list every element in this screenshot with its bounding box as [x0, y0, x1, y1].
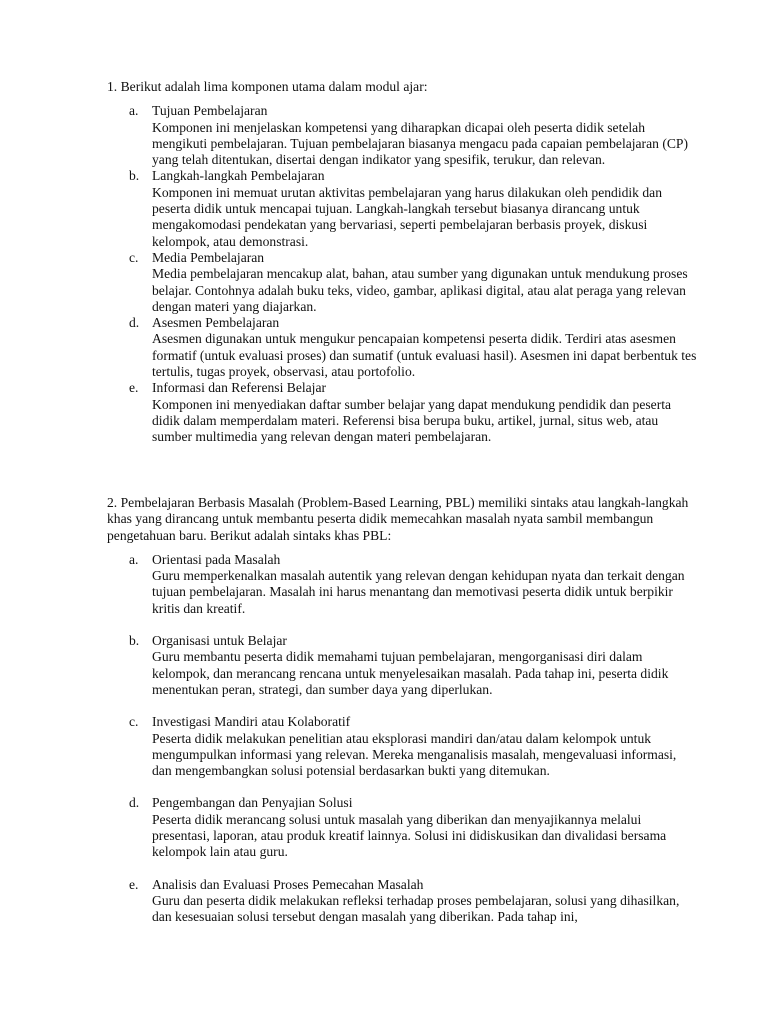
list-marker: b.: [129, 633, 140, 649]
item-title: Asesmen Pembelajaran: [152, 315, 280, 331]
list-marker: d.: [129, 795, 140, 811]
list-marker: c.: [129, 249, 139, 265]
list-marker: a.: [129, 551, 139, 567]
list-marker: a.: [129, 103, 139, 119]
list-marker: e.: [129, 876, 139, 892]
list-item: [107, 795, 699, 860]
list-item: [107, 380, 699, 445]
item-title: Analisis dan Evaluasi Proses Pemecahan Masalah: [152, 876, 424, 892]
item-description: Guru membantu peserta didik memahami tujuan pembelajaran, mengorganisasi diri dalam kelompok, dan merancang rencana untuk menyelesaikan masalah. Pada tahap ini, peserta didik menentukan peran, strategi, dan sumber daya yang diperlukan.: [152, 649, 669, 697]
component-list: [107, 103, 699, 445]
item-title: Pengembangan dan Penyajian Solusi: [152, 795, 353, 811]
list-item: [107, 315, 699, 380]
item-title: Langkah-langkah Pembelajaran: [152, 168, 325, 184]
item-description: Komponen ini menjelaskan kompetensi yang diharapkan dicapai oleh peserta didik setelah mengikuti pembelajaran. Tujuan pembelajaran biasanya mengacu pada capaian pembelajaran (CP) yang telah ditentukan, disertai dengan indikator yang spesifik, terukur, dan relevan.: [152, 119, 688, 168]
section-modul-ajar-components: [107, 79, 699, 446]
item-description: Peserta didik melakukan penelitian atau eksplorasi mandiri dan/atau dalam kelompok untuk mengumpulkan informasi yang relevan. Mereka menganalisis masalah, mengevaluasi informasi, dan mengembangkan solusi potensial berdasarkan bukti yang ditemukan.: [152, 730, 677, 779]
item-description: Media pembelajaran mencakup alat, bahan, atau sumber yang digunakan untuk mendukung proses belajar. Contohnya adalah buku teks, video, gambar, aplikasi digital, atau alat peraga yang relevan dengan materi yang diajarkan.: [152, 266, 688, 314]
item-title: Investigasi Mandiri atau Kolaboratif: [152, 714, 351, 730]
item-title: Orientasi pada Masalah: [152, 551, 281, 567]
list-item: [107, 552, 699, 617]
item-title: Media Pembelajaran: [152, 249, 265, 265]
item-description: Peserta didik merancang solusi untuk masalah yang diberikan dan menyajikannya melalui presentasi, laporan, atau produk kreatif lainnya. Solusi ini didiskusikan dan divalidasi bersama kelompok lain atau guru.: [152, 811, 667, 860]
item-description: Komponen ini menyediakan daftar sumber belajar yang dapat mendukung pendidik dan peserta didik dalam memperdalam materi. Referensi bisa berupa buku, artikel, jurnal, situs web, atau sumber multimedia yang relevan dengan materi pembelajaran.: [152, 396, 672, 445]
item-title: Informasi dan Referensi Belajar: [152, 380, 327, 396]
item-description: Asesmen digunakan untuk mengukur pencapaian kompetensi peserta didik. Terdiri atas asesmen formatif (untuk evaluasi proses) dan sumatif (untuk evaluasi hasil). Asesmen ini dapat berbentuk tes tertulis, tugas proyek, observasi, atau portofolio.: [152, 331, 697, 380]
item-title: Tujuan Pembelajaran: [152, 103, 268, 119]
item-description: Guru memperkenalkan masalah autentik yang relevan dengan kehidupan nyata dan terkait dengan tujuan pembelajaran. Masalah ini harus menantang dan memotivasi peserta didik untuk berpikir kritis dan kreatif.: [152, 568, 685, 616]
list-marker: b.: [129, 168, 140, 184]
list-marker: c.: [129, 714, 139, 730]
section-2-intro: 2. Pembelajaran Berbasis Masalah (Problem-Based Learning, PBL) memiliki sintaks atau langkah-langkah khas yang dirancang untuk membantu peserta didik memecahkan masalah nyata sambil membangun pengetahuan baru. Berikut adalah sintaks khas PBL:: [107, 495, 689, 543]
list-item: [107, 168, 699, 249]
section-1-intro: 1. Berikut adalah lima komponen utama dalam modul ajar:: [107, 79, 428, 94]
item-description: Komponen ini memuat urutan aktivitas pembelajaran yang harus dilakukan oleh pendidik dan peserta didik untuk mencapai tujuan. Langkah-langkah tersebut biasanya dirancang untuk mengakomodasi pendekatan yang bervariasi, seperti pembelajaran berbasis proyek, diskusi kelompok, atau demonstrasi.: [152, 184, 663, 249]
list-item: [107, 633, 699, 698]
pbl-syntax-list: [107, 552, 699, 926]
list-marker: e.: [129, 380, 139, 396]
item-description: Guru dan peserta didik melakukan refleksi terhadap proses pembelajaran, solusi yang dihasilkan, dan kesesuaian solusi tersebut dengan masalah yang diberikan. Pada tahap ini,: [152, 892, 680, 925]
list-item: [107, 714, 699, 779]
list-item: [107, 250, 699, 315]
section-pbl-syntax: [107, 495, 699, 926]
item-title: Organisasi untuk Belajar: [152, 633, 287, 649]
list-item: [107, 103, 699, 168]
list-item: [107, 877, 699, 926]
list-marker: d.: [129, 315, 140, 331]
